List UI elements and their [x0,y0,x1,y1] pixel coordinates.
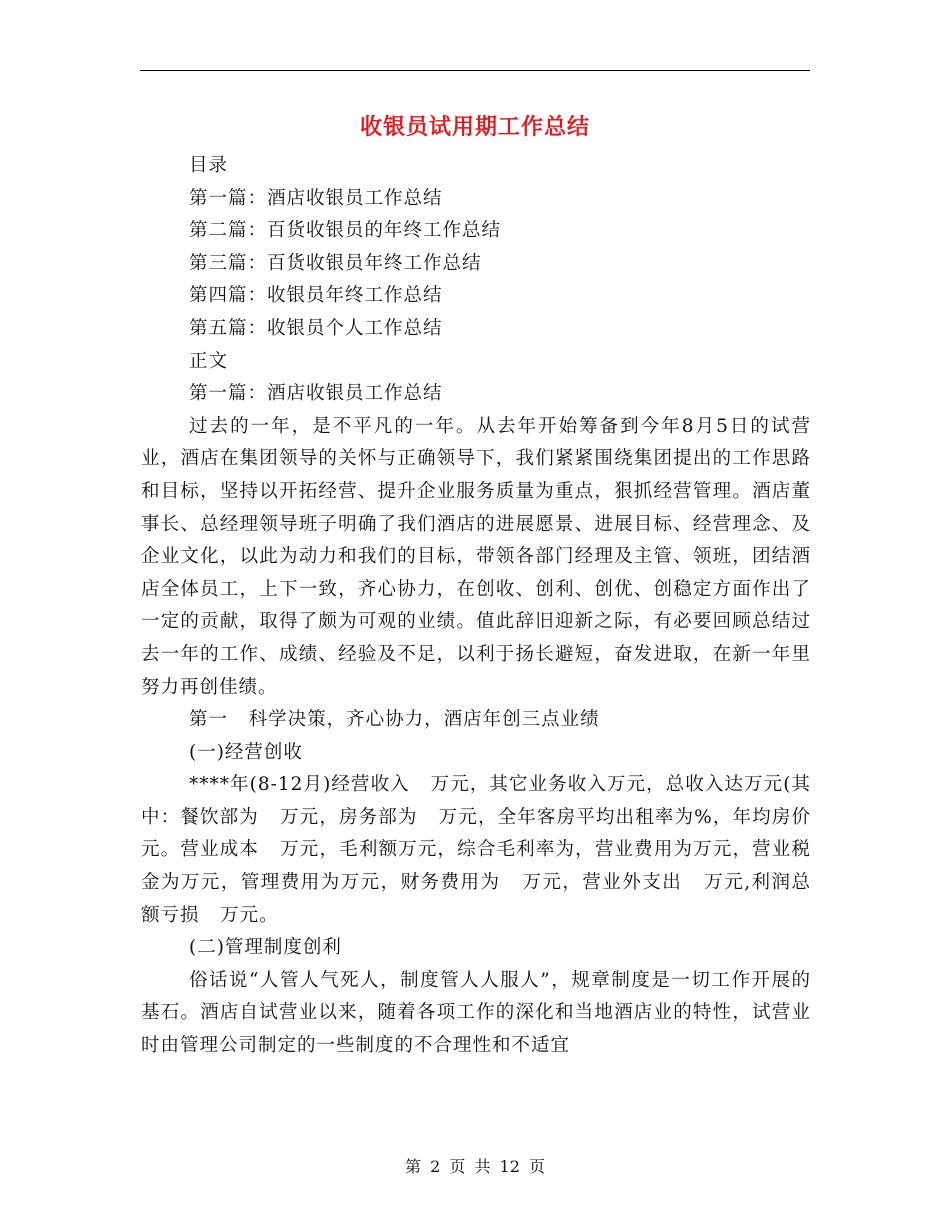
document-body [141,150,811,1063]
toc-item: 第五篇：收银员个人工作总结 [189,317,443,339]
body-heading: 正文 [189,350,229,372]
subheading: (一)经营创收 [189,741,303,763]
toc-item: 第二篇：百货收银员的年终工作总结 [189,220,502,242]
toc-heading: 目录 [189,155,229,176]
paragraph: 俗话说“人管人气死人，制度管人人服人”，规章制度是一切工作开展的基石。酒店自试营业以来，随着各项工作的深化和当地酒店业的特性，试营业时由管理公司制定的一些制度的不合理性和不适宜 [141,969,811,1057]
toc-item: 第三篇：百货收银员年终工作总结 [189,252,482,274]
toc-item: 第一篇：酒店收银员工作总结 [189,187,443,209]
document-title: 收银员试用期工作总结 [359,114,590,140]
paragraph: ****年(8-12月)经营收入 万元，其它业务收入万元，总收入达万元(其中：餐饮部为 万元，房务部为 万元，全年客房平均出租率为%，年均房价元。营业成本 万元，毛利额万元，综合毛利率为，营业费用为万元，营业税金为万元，管理费用为万元，财务费用为 万元，营业外支出 万元,利润总额亏损 万元。 [141,774,811,926]
page-number: 第 2 页 共 12 页 [405,1157,545,1176]
toc-item: 第四篇：收银员年终工作总结 [189,285,443,307]
chapter-heading: 第一 科学决策，齐心协力，酒店年创三点业绩 [189,709,600,731]
section-heading: 第一篇：酒店收银员工作总结 [189,383,443,405]
header-rule [140,70,810,71]
paragraph: 过去的一年，是不平凡的一年。从去年开始筹备到今年8月5日的试营业，酒店在集团领导的关怀与正确领导下，我们紧紧围绕集团提出的工作思路和目标，坚持以开拓经营、提升企业服务质量为重点，狠抓经营管理。酒店董事长、总经理领导班子明确了我们酒店的进展愿景、进展目标、经营理念、及企业文化，以此为动力和我们的目标，带领各部门经理及主管、领班，团结酒店全体员工，上下一致，齐心协力，在创收、创利、创优、创稳定方面作出了一定的贡献，取得了颇为可观的业绩。值此辞旧迎新之际，有必要回顾总结过去一年的工作、成绩、经验及不足，以利于扬长避短，奋发进取，在新一年里努力再创佳绩。 [141,415,811,698]
subheading: (二)管理制度创利 [189,937,342,959]
